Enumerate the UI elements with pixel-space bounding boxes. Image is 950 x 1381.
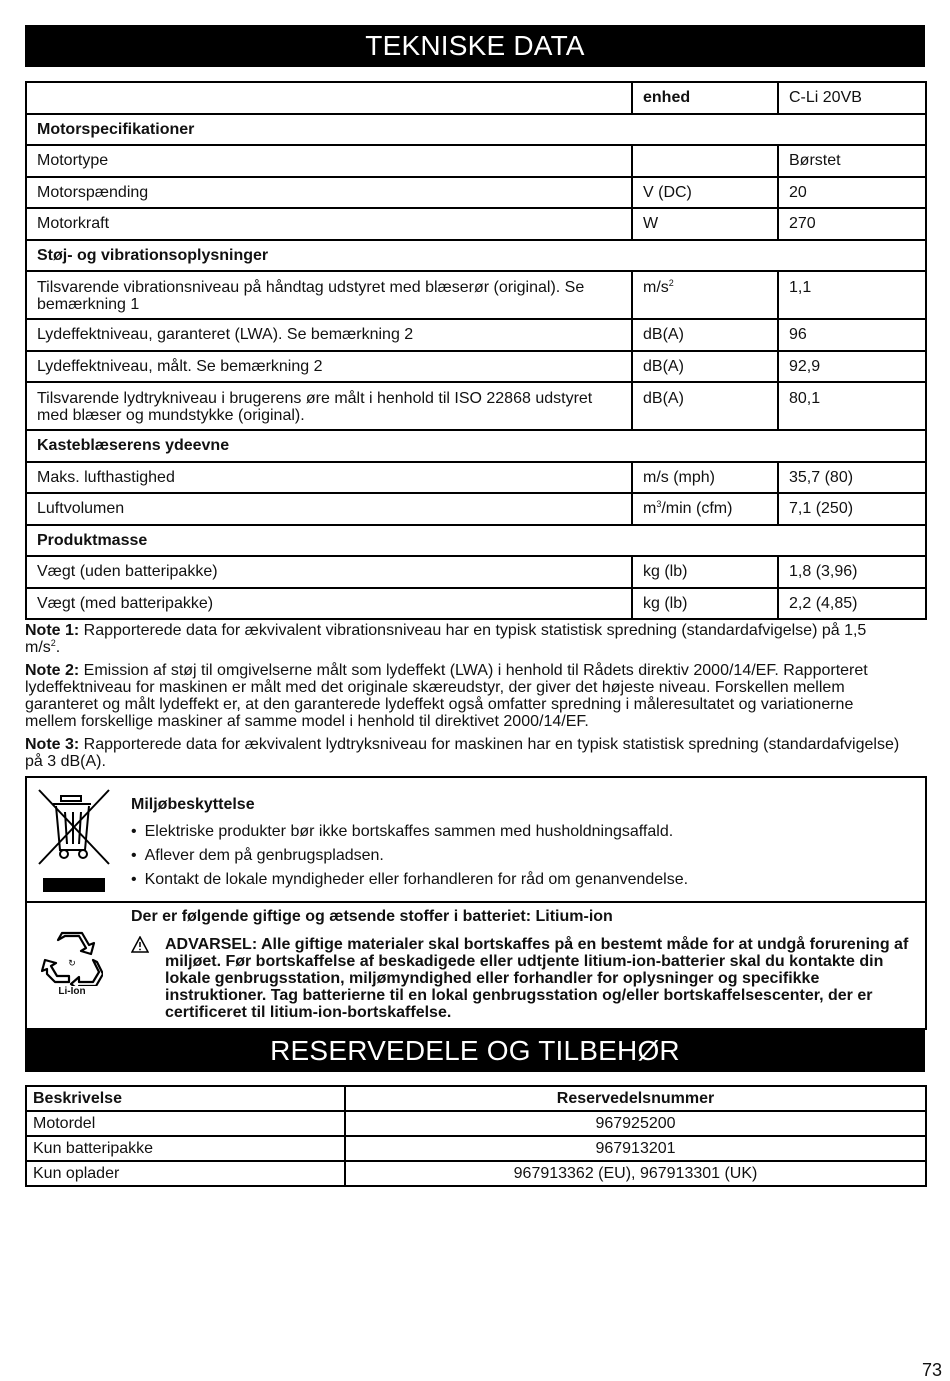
part-number: 967925200	[345, 1111, 926, 1136]
part-description: Kun batteripakke	[26, 1136, 345, 1161]
spare-parts-table	[25, 1085, 927, 1187]
group-title: Produktmasse	[26, 525, 926, 557]
unit-superscript: 3	[656, 499, 662, 510]
row-label: Motorkraft	[26, 208, 632, 240]
part-description: Motordel	[26, 1111, 345, 1136]
table-row	[26, 319, 926, 351]
row-unit	[632, 145, 778, 177]
row-unit: W	[632, 208, 778, 240]
notes-section	[25, 622, 905, 776]
crossed-bin-icon	[35, 786, 115, 896]
page-number: 73	[922, 1360, 943, 1380]
row-unit: kg (lb)	[632, 588, 778, 620]
table-row	[26, 493, 926, 525]
header-label	[26, 82, 632, 114]
row-label: Tilsvarende vibrationsniveau på håndtag udstyret med blæserør (original). Se bemærkning 1	[26, 271, 632, 319]
group-title-row	[26, 114, 926, 146]
group-title: Kasteblæserens ydeevne	[26, 430, 926, 462]
note-1	[25, 622, 905, 656]
section-title-spare-parts: RESERVEDELE OG TILBEHØR	[25, 1030, 925, 1072]
table-row	[26, 1136, 926, 1161]
table-row	[26, 177, 926, 209]
row-value: 7,1 (250)	[778, 493, 926, 525]
unit-text: m/s	[643, 279, 669, 296]
row-unit: dB(A)	[632, 382, 778, 430]
note-label: Note 2:	[25, 662, 80, 679]
row-value: 1,8 (3,96)	[778, 556, 926, 588]
part-number: 967913201	[345, 1136, 926, 1161]
table-row	[26, 382, 926, 430]
unit-superscript: 2	[668, 278, 674, 288]
environment-box	[25, 776, 927, 1030]
table-row	[26, 588, 926, 620]
table-row	[26, 1111, 926, 1136]
recycle-icon	[41, 930, 103, 986]
technical-data-table	[25, 81, 927, 620]
table-row	[26, 351, 926, 383]
row-unit: V (DC)	[632, 177, 778, 209]
unit-text: /min (cfm)	[661, 500, 733, 518]
header-description: Beskrivelse	[26, 1086, 345, 1111]
row-label: Vægt (med batteripakke)	[26, 588, 632, 620]
note-superscript: 2	[50, 638, 56, 648]
warning-text: ADVARSEL: Alle giftige materialer skal bortskaffes på en bestemt måde for at undgå forurening af miljøet. Før bortskaffelse af beskadigede eller udtjente litium-ion-batterier skal du kontakte din lokale genbrugsstation, miljømyndighed eller forhandler for oplysninger og specifikke instruktioner. Tag batterierne til en lokal genbrugsstation og/eller bortskaffelsescenter, der er certificeret til litium-ion-bortskaffelse.	[165, 936, 909, 1021]
group-title: Støj- og vibrationsoplysninger	[26, 240, 926, 272]
box-divider	[27, 901, 925, 903]
recycle-label: Li-Ion	[58, 986, 86, 997]
note-label: Note 3:	[25, 736, 80, 753]
header-model: C-Li 20VB	[778, 82, 926, 114]
row-label: Motortype	[26, 145, 632, 177]
note-tail: .	[55, 639, 61, 656]
table-row	[26, 145, 926, 177]
part-number: 967913362 (EU), 967913301 (UK)	[345, 1161, 926, 1186]
table-row	[26, 462, 926, 494]
battery-heading: Der er følgende giftige og ætsende stoffer i batteriet: Litium-ion	[131, 908, 613, 925]
table-row	[26, 556, 926, 588]
warning-block	[131, 936, 911, 1021]
row-unit: dB(A)	[632, 319, 778, 351]
note-text: Emission af støj til omgivelserne målt som lydeffekt (LWA) i henhold til Rådets direktiv 2000/14/EF. Rapporteret lydeffektniveau for maskinen er målt med det originale skæreudstyr, der giver det højeste niveau. Forskellen mellem garanteret og målt lydeffekt er, at den garanterede lydeffekt også omfatter spredning i måleresultatet og variationerne mellem forskellige maskiner af samme model i henhold til direktivet 2000/14/EF.	[25, 662, 868, 730]
row-label: Tilsvarende lydtrykniveau i brugerens øre målt i henhold til ISO 22868 udstyret med blæser og mundstykke (original).	[26, 382, 632, 430]
row-label: Luftvolumen	[26, 493, 632, 525]
header-part-number: Reservedelsnummer	[345, 1086, 926, 1111]
part-description: Kun oplader	[26, 1161, 345, 1186]
table-header-row	[26, 82, 926, 114]
row-value: 1,1	[778, 271, 926, 319]
row-value: 2,2 (4,85)	[778, 588, 926, 620]
row-label: Lydeffektniveau, garanteret (LWA). Se bemærkning 2	[26, 319, 632, 351]
row-label: Lydeffektniveau, målt. Se bemærkning 2	[26, 351, 632, 383]
header-unit: enhed	[632, 82, 778, 114]
row-value: 20	[778, 177, 926, 209]
list-item: • Aflever dem på genbrugspladsen.	[131, 846, 688, 870]
row-unit: m/s (mph)	[632, 462, 778, 494]
row-value: 92,9	[778, 351, 926, 383]
row-unit	[632, 271, 778, 319]
row-label: Vægt (uden batteripakke)	[26, 556, 632, 588]
row-value: 35,7 (80)	[778, 462, 926, 494]
row-label: Maks. lufthastighed	[26, 462, 632, 494]
group-title-row	[26, 240, 926, 272]
row-value: 80,1	[778, 382, 926, 430]
row-value: 270	[778, 208, 926, 240]
svg-text:↻: ↻	[68, 958, 76, 968]
row-value: 96	[778, 319, 926, 351]
note-label: Note 1:	[25, 622, 80, 639]
note-2	[25, 662, 905, 730]
row-unit: dB(A)	[632, 351, 778, 383]
note-text: Rapporterede data for ækvivalent vibrationsniveau har en typisk statistisk spredning (standardafvigelse) på 1,5 m/s	[25, 622, 867, 656]
group-title-row	[26, 430, 926, 462]
row-value: Børstet	[778, 145, 926, 177]
environment-title: Miljøbeskyttelse	[131, 796, 255, 813]
row-label: Motorspænding	[26, 177, 632, 209]
table-header-row	[26, 1086, 926, 1111]
row-unit: kg (lb)	[632, 556, 778, 588]
table-row	[26, 208, 926, 240]
note-3	[25, 736, 905, 770]
list-item: • Kontakt de lokale myndigheder eller forhandleren for råd om genanvendelse.	[131, 870, 688, 894]
unit-prefix: m	[643, 500, 657, 518]
table-row	[26, 271, 926, 319]
warning-icon	[131, 936, 149, 954]
section-title-technical-data: TEKNISKE DATA	[25, 25, 925, 67]
group-title: Motorspecifikationer	[26, 114, 926, 146]
table-row	[26, 1161, 926, 1186]
row-unit	[632, 493, 778, 525]
group-title-row	[26, 525, 926, 557]
list-item: • Elektriske produkter bør ikke bortskaffes sammen med husholdningsaffald.	[131, 822, 688, 846]
environment-bullets	[131, 822, 688, 894]
note-text: Rapporterede data for ækvivalent lydtryksniveau for maskinen har en typisk statistisk spredning (standardafvigelse) på 3 dB(A).	[25, 736, 900, 770]
